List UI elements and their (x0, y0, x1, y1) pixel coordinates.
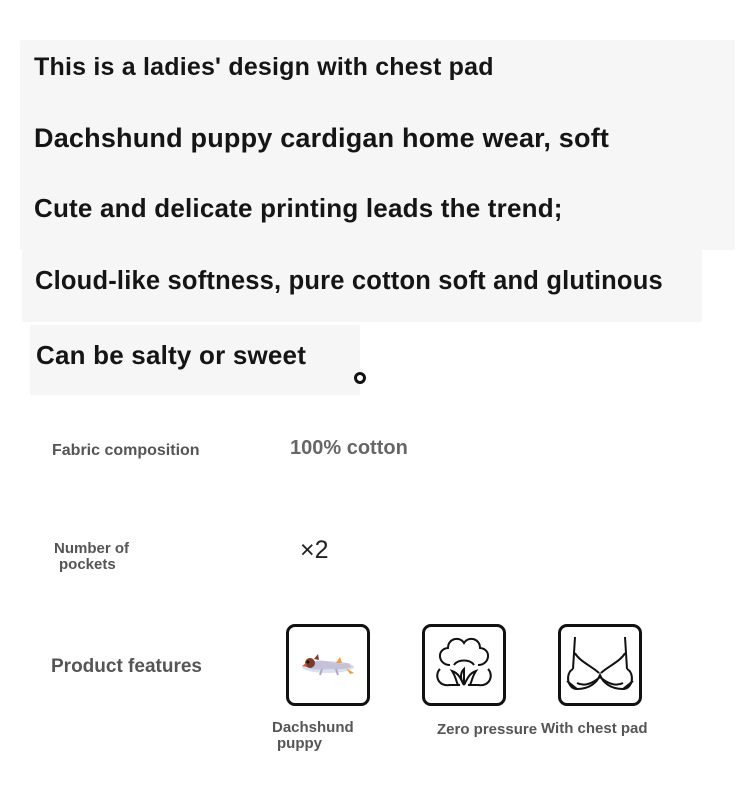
fabric-composition-value: 100% cotton (290, 437, 408, 459)
circle-dot-icon (354, 372, 366, 384)
headline-cloud-softness: Cloud-like softness, pure cotton soft and glutinous (35, 267, 663, 295)
fabric-composition-label: Fabric composition (52, 442, 200, 459)
feature-card-chest-pad (558, 624, 642, 706)
pockets-label-line2: pockets (59, 556, 116, 573)
feature-caption-zero-pressure: Zero pressure (437, 721, 538, 738)
feature-caption-dachshund-line2: puppy (277, 735, 322, 752)
feature-caption-chest-pad: With chest pad (541, 720, 648, 737)
headline-ladies-design: This is a ladies' design with chest pad (34, 53, 494, 81)
feature-caption-dachshund-line1: Dachshund (272, 719, 354, 736)
headline-dachshund-cardigan: Dachshund puppy cardigan home wear, soft (34, 123, 610, 153)
feature-card-dachshund (286, 624, 370, 706)
headline-salty-sweet: Can be salty or sweet (36, 340, 307, 370)
bra-icon (563, 633, 637, 698)
cotton-flower-icon (430, 633, 498, 698)
pockets-label-line1: Number of (54, 540, 129, 557)
feature-card-zero-pressure (422, 624, 506, 706)
product-features-label: Product features (51, 656, 202, 677)
pockets-value: ×2 (300, 536, 329, 564)
headline-cute-printing: Cute and delicate printing leads the trend; (34, 193, 563, 223)
dachshund-icon (296, 643, 360, 688)
